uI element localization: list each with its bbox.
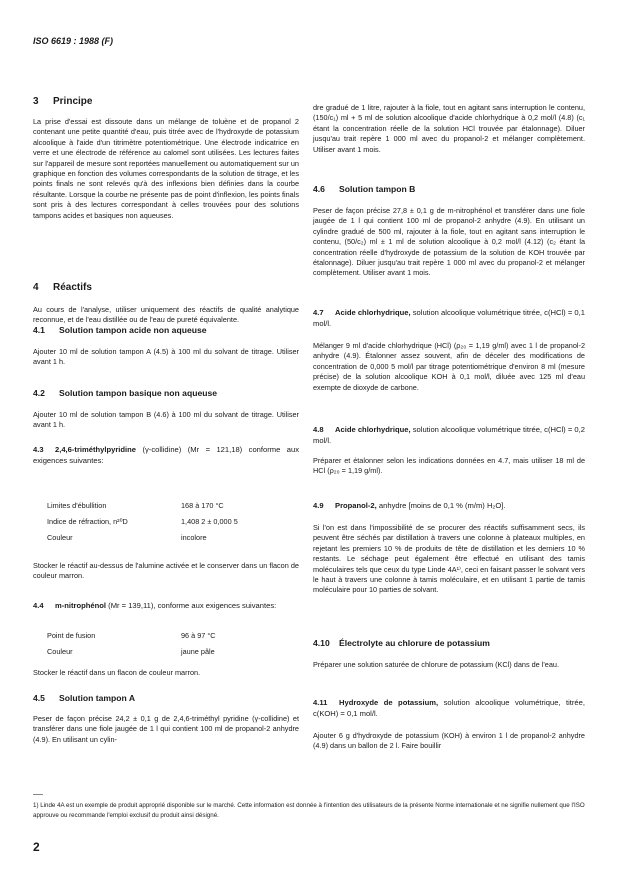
property-row (47, 517, 238, 526)
section-4-8-heading (313, 425, 585, 446)
section-subtitle: solution alcoolique volumétrique, titrée, c(KOH) = 0,1 mol/l. (313, 698, 585, 718)
section-number: 4.6 (313, 184, 325, 194)
section-subtitle: solution alcoolique volumétrique titrée, c(HCl) = 0,1 mol/l. (313, 308, 585, 328)
section-4-9-heading (313, 501, 585, 512)
section-4-10-text: Préparer une solution saturée de chlorure de potassium (KCl) dans de l'eau. (313, 660, 559, 669)
section-4-7-heading (313, 308, 585, 329)
property-name: Limites d'ébullition (47, 501, 107, 510)
section-4-10-heading (313, 638, 585, 648)
section-4-3-text: Stocker le réactif au-dessus de l'alumine activée et le conserver dans un flacon de couleur marron. (33, 561, 299, 581)
section-subtitle: solution alcoolique volumétrique titrée, c(HCl) = 0,2 mol/l. (313, 425, 585, 445)
section-number: 4.2 (33, 388, 45, 398)
section-subtitle: (γ-collidine) (Mr = 121,18) conforme aux exigences suivantes: (33, 445, 299, 465)
section-title: m-nitrophénol (55, 601, 107, 610)
property-row (47, 647, 215, 656)
property-row (47, 533, 207, 542)
section-title: Acide chlorhydrique, (335, 308, 411, 317)
property-name: Couleur (47, 647, 73, 656)
section-4-text: Au cours de l'analyse, utiliser uniquement des réactifs de qualité analytique reconnue, et de l'eau distillée ou de l'eau de pureté équivalente. (33, 305, 299, 325)
page-number: 2 (33, 840, 40, 854)
section-number: 4.4 (33, 601, 44, 610)
section-4-1-heading (33, 325, 299, 335)
footnote: 1) Linde 4A est un exemple de produit approprié disponible sur le marché. Cette information est donnée à l'intention des utilisateurs de la présente Norme internationale et ne signifie nullement que l'ISO approuve ou recommande l'emploi exclusif du produit ainsi désigné. (33, 802, 585, 819)
section-4-7-text: Mélanger 9 ml d'acide chlorhydrique (HCl) (ρ₂₀ = 1,19 g/ml) avec 1 l de propanol-2 anhydre (4.9). Étalonner assez souvent, afin de déceler des modifications de concentration de 0,000 5 mol/l par titrage potentiométrique d'environ 8 ml (mesure précise) de la solution alcoolique KOH à 0,1 mol/l, diluée avec 125 ml d'eau exempte de dioxyde de carbone. (313, 341, 585, 392)
section-4-1-text: Ajouter 10 ml de solution tampon A (4.5) à 100 ml du solvant de titrage. Utiliser avant 1 h. (33, 347, 299, 367)
footnote-separator (33, 794, 43, 795)
property-name: Couleur (47, 533, 73, 542)
section-4-5-heading (33, 693, 299, 703)
section-title: 2,4,6-triméthylpyridine (55, 445, 137, 454)
section-title: Électrolyte au chlorure de potassium (339, 638, 490, 648)
section-4-11-heading (313, 698, 585, 719)
property-name: Indice de réfraction, n²⁰D (47, 517, 128, 526)
section-number: 4.10 (313, 638, 330, 648)
section-number: 3 (33, 96, 39, 107)
property-row (47, 501, 224, 510)
section-4-heading (33, 282, 299, 293)
section-number: 4.7 (313, 308, 324, 317)
section-4-4-text: Stocker le réactif dans un flacon de couleur marron. (33, 668, 201, 677)
property-value: incolore (181, 533, 207, 542)
section-number: 4.11 (313, 698, 328, 707)
section-3-heading (33, 96, 299, 107)
section-number: 4.3 (33, 445, 44, 454)
section-title: Acide chlorhydrique, (335, 425, 411, 434)
section-title: Solution tampon acide non aqueuse (59, 325, 207, 335)
section-4-6-text: Peser de façon précise 27,8 ± 0,1 g de m-nitrophénol et transférer dans une fiole jaugée de 1 l qui contient 100 ml de propanol-2 anhydre (4.9). En utilisant un cylindre gradué de 500 ml, rajouter à la fiole, tout en agitant sans interruption le contenu, (50/c₂) ml ± 1 ml de solution alcoolique à 0,2 mol/l (4.12) (c₂ étant la concentration réelle d'hydroxyde de potassium de la solution de KOH trouvée par étalonnage). Diluer jusqu'au trait repère 1 000 ml avec du propanol-2 et mélanger complètement. Utiliser avant 1 mois. (313, 206, 585, 278)
section-4-8-text: Préparer et étalonner selon les indications données en 4.7, mais utiliser 18 ml de HCl (ρ₂₀ = 1,19 g/ml). (313, 456, 585, 476)
section-4-2-text: Ajouter 10 ml de solution tampon B (4.6) à 100 ml du solvant de titrage. Utiliser avant 1 h. (33, 410, 299, 430)
section-4-3-heading (33, 445, 299, 466)
property-row (47, 631, 216, 640)
section-4-2-heading (33, 388, 299, 398)
property-name: Point de fusion (47, 631, 96, 640)
section-4-6-heading (313, 184, 585, 194)
property-value: 168 à 170 °C (181, 501, 224, 510)
document-header: ISO 6619 : 1988 (F) (33, 36, 114, 46)
section-title: Solution tampon B (339, 184, 416, 194)
section-number: 4.9 (313, 501, 324, 510)
section-4-5-text: Peser de façon précise 24,2 ± 0,1 g de 2,4,6-triméthyl pyridine (γ-collidine) et transférer dans une fiole jaugée de 1 l qui contient 100 ml de propanol-2 anhydre (4.9). En utilisant un cylin- (33, 714, 299, 744)
property-value: 96 à 97 °C (181, 631, 216, 640)
section-subtitle: (Mr = 139,11), conforme aux exigences suivantes: (108, 601, 277, 610)
section-number: 4.5 (33, 693, 45, 703)
section-subtitle: anhydre [moins de 0,1 % (m/m) H₂O]. (378, 501, 506, 510)
property-value: 1,408 2 ± 0,000 5 (181, 517, 238, 526)
section-number: 4.1 (33, 325, 45, 335)
section-title: Solution tampon A (59, 693, 136, 703)
section-4-5-text-continued: dre gradué de 1 litre, rajouter à la fiole, tout en agitant sans interruption le contenu, (150/c₁) ml + 5 ml de solution alcoolique d'acide chlorhydrique à 0,2 mol/l (4.8) (c₁ étant la concentration réelle de la solution HCl trouvée par étalonnage). Diluer jusqu'au trait repère 1 000 ml avec du propanol-2 et mélanger complètement. Utiliser avant 1 mois. (313, 103, 585, 154)
section-title: Principe (53, 96, 93, 107)
section-title: Réactifs (53, 282, 92, 293)
section-title: Hydroxyde de potassium, (339, 698, 439, 707)
property-value: jaune pâle (181, 647, 215, 656)
section-number: 4.8 (313, 425, 324, 434)
section-number: 4 (33, 282, 39, 293)
section-3-text: La prise d'essai est dissoute dans un mélange de toluène et de propanol 2 contenant une petite quantité d'eau, puis titrée avec de l'hydroxyde de potassium alcoolique à l'aide d'un titrimètre potentiométrique. Une électrode indicatrice en verre et une électrode de référence au calomel sont utilisées. Les lectures faites sur l'appareil de mesure sont reportées manuellement ou automatiquement sur un graphique en fonction des volumes correspondants de la solution de titrage, et les points finals ne sont relevés qu'à des inflexions bien définies dans la courbe résultante. Lorsque la courbe ne présente pas de point d'inflexion, les points finals sont pris à des lectures correspondant à celles trouvées pour des solutions tampons acides et basiques non aqueuses. (33, 117, 299, 220)
section-title: Propanol-2, (335, 501, 377, 510)
section-4-9-text: Si l'on est dans l'impossibilité de se procurer des réactifs suffisamment secs, ils peuvent être séchés par distillation à travers une colonne à plateaux multiples, en rejetant les premiers 10 % de produits de tête de distillation et les derniers 10 % restants. Le séchage peut également être effectué en utilisant des tamis moléculaires tels que ceux du type Linde 4A¹⁾, ceci en faisant passer le solvant vers le haut à travers une colonne à tamis moléculaire, et en utilisant 1 partie de tamis moléculaire pour 10 parties de solvant. (313, 523, 585, 595)
section-4-4-heading (33, 601, 299, 612)
section-4-11-text: Ajouter 6 g d'hydroxyde de potassium (KOH) à environ 1 l de propanol-2 anhydre (4.9) dans un ballon de 2 l. Faire bouillir (313, 731, 585, 751)
section-title: Solution tampon basique non aqueuse (59, 388, 218, 398)
